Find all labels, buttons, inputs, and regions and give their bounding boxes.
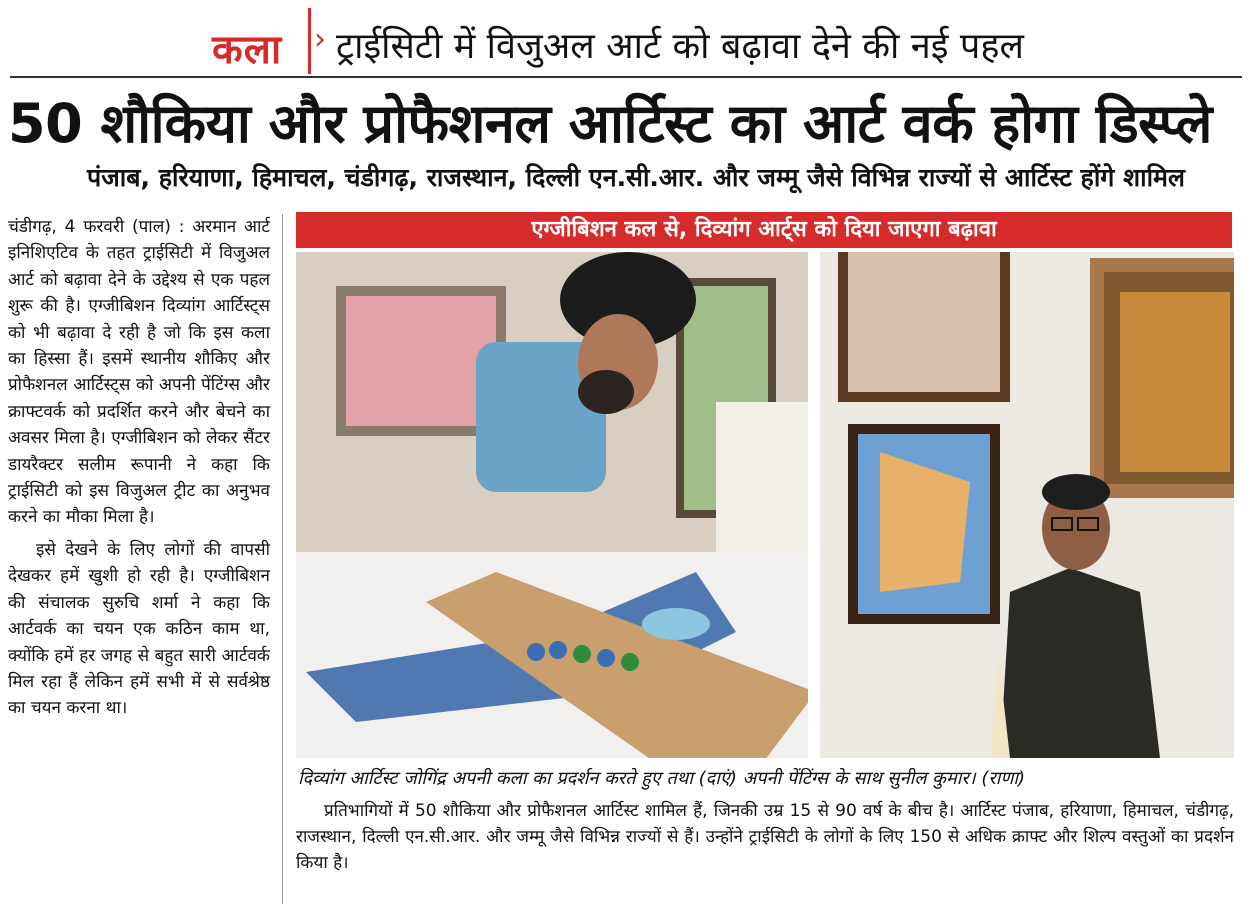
article-paragraph-3: प्रतिभागियों में 50 शौकिया और प्रोफैशनल आर्टिस्ट शामिल हैं, जिनकी उम्र 15 से 90 वर्ष के बीच है। आर्टिस्ट पंजाब, हरियाणा, हिमाचल, चंडीगढ़, राजस्थान, दिल्ली एन.सी.आर. और जम्मू जैसे विभिन्न राज्यों से हैं। उन्होंने ट्राईसिटी के लोगों के लिए 150 से अधिक क्राफ्ट और शिल्प वस्तुओं का प्रदर्शन किया है। (296, 801, 1234, 873)
article-paragraph-2: इसे देखने के लिए लोगों की वापसी देखकर हमें खुशी हो रही है। एग्जीबिशन की संचालक सुरुचि शर्मा ने कहा कि आर्टवर्क का चयन एक कठिन काम था, क्योंकि हमें हर जगह से बहुत सारी आर्टवर्क मिल रहा हैं लेकिन हमें सभी में से सर्वश्रेष्ठ का चयन करना था। (8, 539, 270, 719)
artist-with-paintings-photo (820, 252, 1234, 758)
photo-banner: एग्जीबिशन कल से, दिव्यांग आर्ट्स को दिया जाएगा बढ़ावा (296, 212, 1232, 248)
header-rule (10, 76, 1242, 78)
article-paragraph-1: चंडीगढ़, 4 फरवरी (पाल) : अरमान आर्ट इनिशिएटिव के तहत ट्राईसिटी में विजुअल आर्ट को बढ़ावा देने के उद्देश्य से एक पहल शुरू की है। एग्जीबिशन दिव्यांग आर्टिस्ट्स को भी बढ़ावा दे रही है जो कि इस कला का हिस्सा हैं। इसमें स्थानीय शौकिए और प्रोफैशनल आर्टिस्ट्स को अपनी पेंटिंग्स और क्राफ्टवर्क को प्रदर्शित करने और बेचने का अवसर मिला है। एग्जीबिशन को लेकर सैंटर डायरैक्टर सलीम रूपानी ने कहा कि ट्राईसिटी को इस विजुअल ट्रीट का अनुभव करने का मौका मिला है। (8, 217, 270, 528)
artist-painting-photo (296, 252, 808, 758)
section-label: कला (212, 27, 283, 73)
chevron-right-icon: › (314, 22, 326, 57)
kicker-divider (308, 8, 311, 74)
subheadline: पंजाब, हरियाणा, हिमाचल, चंडीगढ़, राजस्थान, दिल्ली एन.सी.आर. और जम्मू जैसे विभिन्न राज्यों से आर्टिस्ट होंगे शामिल (87, 163, 1185, 192)
column-divider (282, 214, 283, 904)
kicker-row (0, 0, 1252, 76)
article-body-column (8, 214, 270, 728)
kicker-headline: ट्राईसिटी में विजुअल आर्ट को बढ़ावा देने की नई पहल (336, 26, 1024, 67)
photo-caption: दिव्यांग आर्टिस्ट जोगिंद्र अपनी कला का प्रदर्शन करते हुए तथा (दाएं) अपनी पेंटिंग्स के साथ सुनील कुमार। (राणा) (298, 768, 1026, 789)
main-headline: 50 शौकिया और प्रोफैशनल आर्टिस्ट का आर्ट वर्क होगा डिस्प्ले (8, 92, 1212, 155)
